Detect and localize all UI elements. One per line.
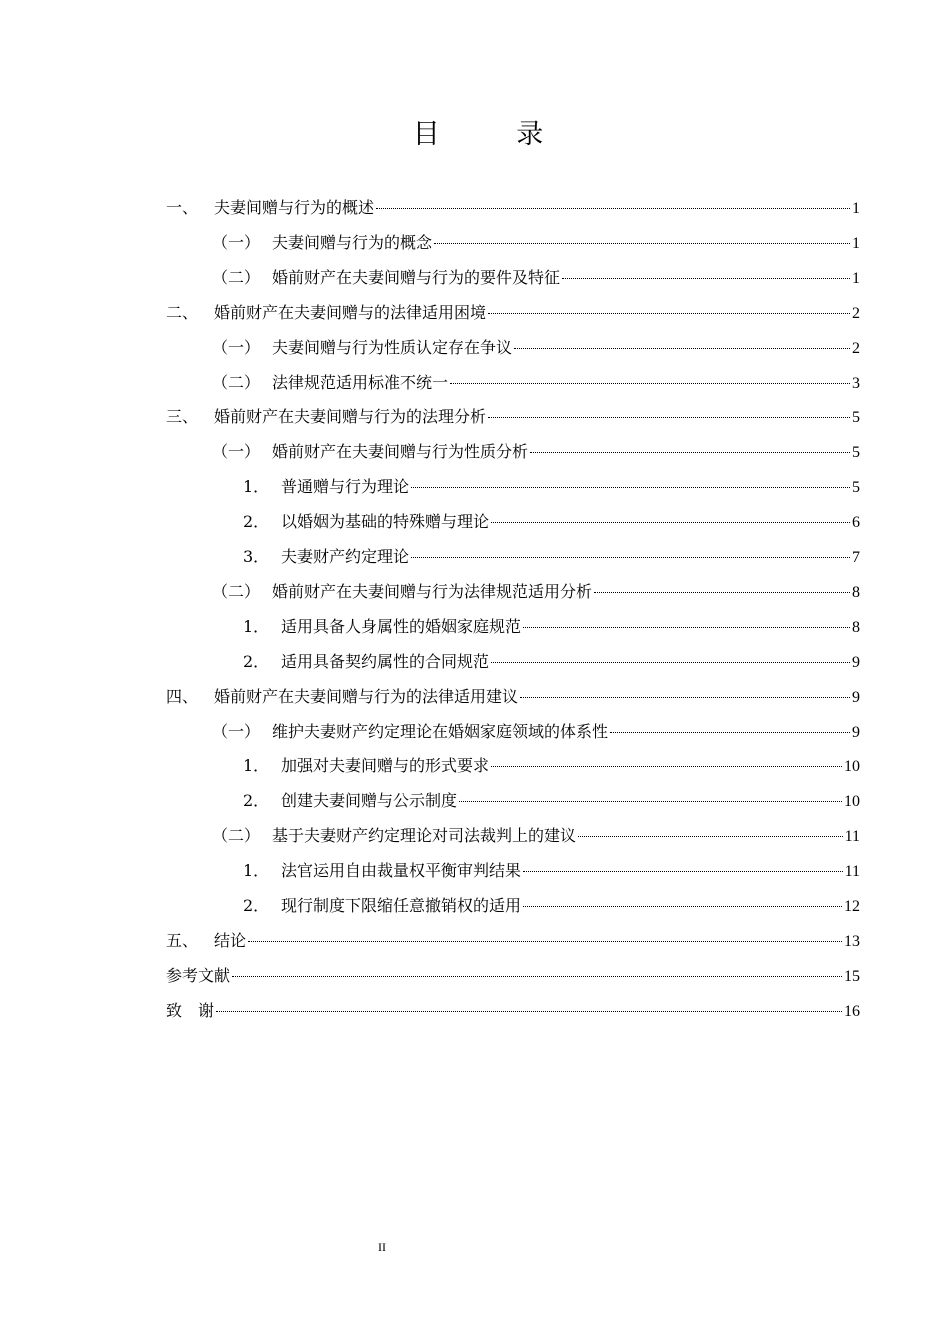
toc-entry-number: 2． (243, 512, 270, 532)
toc-dot-leader (248, 941, 842, 942)
toc-entry-page: 10 (844, 793, 860, 811)
toc-entry-title: 普通赠与行为理论 (281, 477, 410, 497)
footer-page-number: II (378, 1240, 386, 1254)
toc-entry-page: 2 (852, 339, 860, 357)
toc-entry-title: 维护夫妻财产约定理论在婚姻家庭领域的体系性 (272, 721, 609, 741)
toc-dot-leader (530, 452, 850, 453)
toc-entry[interactable] (212, 714, 860, 749)
toc-entry-number: 1． (243, 756, 270, 776)
toc-entry-title: 法官运用自由裁量权平衡审判结果 (281, 861, 522, 881)
toc-dot-leader (450, 383, 850, 384)
toc-entry-page: 9 (852, 723, 860, 741)
toc-entry-title: 婚前财产在夫妻间赠与行为的法律适用建议 (214, 686, 519, 706)
toc-entry-page: 15 (844, 967, 860, 985)
toc-entry[interactable] (212, 330, 860, 365)
toc-entry-title: 致 谢 (166, 1000, 215, 1020)
toc-dot-leader (562, 278, 850, 279)
toc-entry-number: 三、 (166, 407, 199, 427)
toc-dot-leader (376, 208, 850, 209)
toc-entry-title: 夫妻间赠与行为的概念 (272, 232, 433, 252)
toc-entry[interactable] (243, 469, 860, 504)
toc-entry-title: 适用具备人身属性的婚姻家庭规范 (281, 616, 522, 636)
toc-entry-number: （二） (212, 372, 261, 392)
page-title: 目 录 (412, 119, 578, 150)
toc-entry-page: 5 (852, 479, 860, 497)
toc-dot-leader (491, 766, 842, 767)
toc-entry[interactable] (243, 609, 860, 644)
toc-entry-page: 8 (852, 618, 860, 636)
toc-entry-number: 2． (243, 896, 270, 915)
toc-entry-number: （二） (212, 826, 261, 846)
toc-entry-page: 7 (852, 549, 860, 566)
toc-entry[interactable] (166, 958, 860, 993)
toc-dot-leader (520, 697, 850, 698)
toc-entry[interactable] (212, 434, 860, 469)
toc-entry-title: 适用具备契约属性的合同规范 (281, 651, 490, 671)
toc-entry[interactable] (243, 748, 860, 783)
toc-dot-leader (232, 976, 842, 977)
toc-entry-number: 2． (243, 651, 270, 671)
toc-entry-number: 二、 (166, 302, 199, 322)
toc-entry-number: （二） (212, 267, 261, 287)
toc-entry-number: 一、 (166, 198, 199, 217)
toc-entry-title: 婚前财产在夫妻间赠与行为性质分析 (272, 442, 529, 462)
toc-entry[interactable] (243, 644, 860, 679)
toc-entry-number: 四、 (166, 686, 199, 706)
toc-dot-leader (434, 243, 850, 244)
toc-entry[interactable] (166, 993, 860, 1028)
toc-entry-number: （一） (212, 442, 261, 462)
toc-entry[interactable] (243, 888, 860, 923)
toc-entry[interactable] (166, 399, 860, 434)
toc-entry-title: 夫妻间赠与行为的概述 (214, 198, 375, 217)
toc-dot-leader (411, 487, 850, 488)
toc-entry-page: 2 (852, 304, 860, 322)
toc-entry-title: 夫妻间赠与行为性质认定存在争议 (272, 337, 513, 357)
toc-entry-page: 1 (852, 269, 860, 287)
toc-entry-page: 16 (844, 1002, 860, 1020)
toc-dot-leader (216, 1011, 842, 1012)
toc-entry-page: 12 (844, 898, 860, 915)
toc-entry-number: （一） (212, 337, 261, 357)
toc-entry-page: 9 (852, 688, 860, 706)
toc-entry-page: 11 (844, 863, 860, 881)
toc-dot-leader (610, 732, 850, 733)
toc-entry[interactable] (212, 225, 860, 260)
toc-entry-title: 参考文献 (166, 965, 231, 985)
toc-dot-leader (578, 836, 843, 837)
toc-entry[interactable] (212, 818, 860, 853)
toc-entry-number: 1． (243, 616, 270, 636)
toc-entry-title: 法律规范适用标准不统一 (272, 372, 449, 392)
toc-entry[interactable] (166, 190, 860, 225)
toc-entry-page: 5 (852, 444, 860, 462)
toc-entry-page: 8 (852, 583, 860, 601)
toc-entry-title: 以婚姻为基础的特殊赠与理论 (281, 512, 490, 532)
toc-entry[interactable] (243, 783, 860, 818)
toc-entry[interactable] (243, 853, 860, 888)
toc-entry[interactable] (212, 260, 860, 295)
toc-dot-leader (594, 592, 850, 593)
toc-dot-leader (488, 417, 850, 418)
toc-entry-page: 6 (852, 514, 860, 532)
toc-entry-title: 婚前财产在夫妻间赠与的法律适用困境 (214, 302, 487, 322)
toc-entry[interactable] (166, 679, 860, 714)
toc-dot-leader (523, 627, 850, 628)
toc-entry[interactable] (212, 365, 860, 400)
toc-entry-page: 5 (852, 409, 860, 427)
toc-entry-number: 3． (243, 547, 270, 566)
toc-entry-title: 现行制度下限缩任意撤销权的适用 (281, 896, 522, 915)
toc-entry-title: 夫妻财产约定理论 (281, 547, 410, 566)
toc-entry-number: 1． (243, 477, 270, 497)
toc-dot-leader (459, 801, 842, 802)
toc-entry-page: 1 (852, 234, 860, 252)
toc-entry-number: （一） (212, 721, 261, 741)
toc-entry-title: 婚前财产在夫妻间赠与行为的要件及特征 (272, 267, 561, 287)
toc-entry-title: 婚前财产在夫妻间赠与行为的法理分析 (214, 407, 487, 427)
toc-entry-page: 10 (844, 758, 860, 776)
toc-entry-number: 1． (243, 861, 270, 881)
toc-entry-number: 2． (243, 791, 270, 811)
toc-entry-page: 13 (844, 932, 860, 950)
toc-entry-title: 结论 (214, 930, 247, 950)
toc-entry[interactable] (212, 574, 860, 609)
toc-dot-leader (491, 662, 850, 663)
toc-dot-leader (411, 557, 850, 558)
toc-entry-page: 9 (852, 653, 860, 671)
toc-entry-title: 创建夫妻间赠与公示制度 (281, 791, 458, 811)
toc-dot-leader (523, 906, 842, 907)
toc-entry[interactable] (243, 504, 860, 539)
toc-entry-page: 11 (844, 828, 860, 846)
toc-entry[interactable] (166, 923, 860, 958)
toc-dot-leader (523, 871, 843, 872)
toc-entry-number: （一） (212, 232, 261, 252)
toc-dot-leader (491, 522, 850, 523)
toc-entry-page: 1 (852, 200, 860, 217)
toc-entry[interactable] (243, 539, 860, 574)
toc-entry-number: 五、 (166, 930, 199, 950)
toc-dot-leader (488, 313, 850, 314)
toc-entry-title: 婚前财产在夫妻间赠与行为法律规范适用分析 (272, 581, 593, 601)
toc-entry-title: 加强对夫妻间赠与的形式要求 (281, 756, 490, 776)
toc-entry-title: 基于夫妻财产约定理论对司法裁判上的建议 (272, 826, 577, 846)
toc-entry-number: （二） (212, 581, 261, 601)
toc-entry-page: 3 (852, 374, 860, 392)
toc-entry[interactable] (166, 295, 860, 330)
toc-dot-leader (514, 348, 850, 349)
